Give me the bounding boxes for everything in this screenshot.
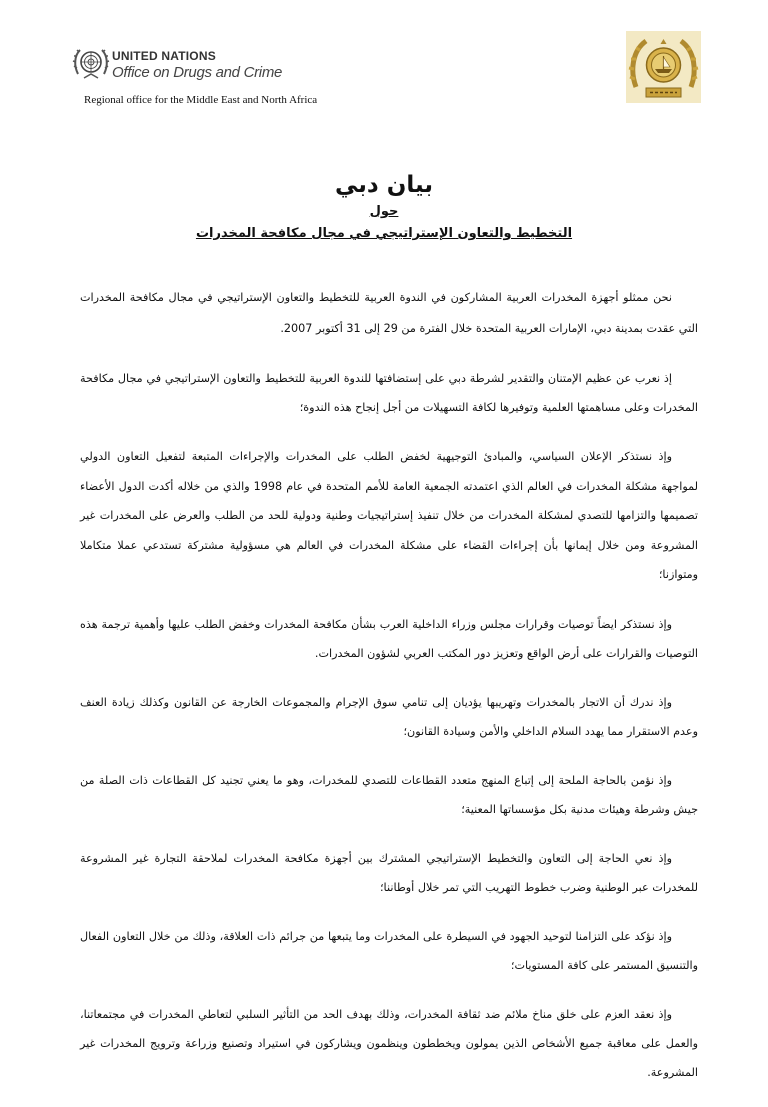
regional-office-line: Regional office for the Middle East and North Africa (84, 94, 318, 106)
paragraph-5: وإذ ندرك أن الاتجار بالمخدرات وتهريبها يؤديان إلى تنامي سوق الإجرام والمجموعات الخارجة عن القانون وكذلك زيادة العنف وعدم الاستقرار مما يهدد السلام الداخلي والأمن وسيادة القانون؛ (80, 695, 698, 738)
unodc-logo (72, 44, 322, 94)
document-subject: التخطيط والتعاون الإستراتيجي في مجال مكافحة المخدرات (195, 226, 573, 241)
paragraph-8: وإذ نؤكد على التزامنا لتوحيد الجهود في السيطرة على المخدرات وما يتبعها من جرائم ذات العلاقة، وذلك من خلال التعاون الفعال والتنسيق المستمر على كافة المستويات؛ (80, 929, 698, 972)
dubai-police-emblem-icon (626, 31, 701, 103)
document-title: بيان دبي (334, 172, 433, 198)
paragraph-2: إذ نعرب عن عظيم الإمتنان والتقدير لشرطة دبي على إستضافتها للندوة العربية للتخطيط والتعاون الإستراتيجي في مجال مكافحة المخدرات وعلى مساهمتها العلمية وتوفيرها لكافة التسهيلات من أجل إنجاح هذه الندوة؛ (80, 372, 698, 414)
title-about: حول (369, 204, 399, 219)
document-body (80, 282, 698, 1107)
paragraph-4: وإذ نستذكر ايضاً توصيات وقرارات مجلس وزراء الداخلية العرب بشأن مكافحة المخدرات وخفض الطلب عليها وأهمية ترجمة هذه التوصيات والقرارات على أرض الواقع وتعزيز دور المكتب العربي لشؤون المخدرات. (80, 617, 698, 660)
title-block (60, 168, 708, 246)
un-emblem-icon (72, 44, 110, 82)
paragraph-3: وإذ نستذكر الإعلان السياسي، والمبادئ التوجيهية لخفض الطلب على المخدرات والإجراءات المتبعة لتفعيل التعاون الدولي لمواجهة مشكلة المخدرات في العالم الذي اعتمدته الجمعية العامة للأمم المتحدة في عام 1998 والذي من خلاله أكدت الدول الأعضاء تصميمها والتزامها للتصدي لمشكلة المخدرات من خلال تنفيذ إستراتيجيات وطنية ودولية للحد من الطلب والعرض على المخدرات غير المشروعة ومن خلال إيمانها بأن إجراءات القضاء على مشكلة المخدرات في العالم هي مسؤولية مشتركة تستدعي عملا متكاملا ومتوازنا؛ (80, 450, 699, 581)
paragraph-6: وإذ نؤمن بالحاجة الملحة إلى إتباع المنهج متعدد القطاعات للتصدي للمخدرات، وهو ما يعني تجنيد كل القطاعات ذات الصلة من جيش وشرطة وهيئات مدنية بكل مؤسساتها المعنية؛ (80, 773, 698, 816)
paragraph-7: وإذ نعي الحاجة إلى التعاون والتخطيط الإستراتيجي المشترك بين أجهزة مكافحة المخدرات لملاحقة التجارة غير المشروعة للمخدرات عبر الوطنية وضرب خطوط التهريب التي تمر خلال أوطاننا؛ (80, 851, 698, 894)
paragraph-1: نحن ممثلو أجهزة المخدرات العربية المشاركون في الندوة العربية للتخطيط والتعاون الإستراتيجي في مجال مكافحة المخدرات التي عقدت بمدينة دبي، الإمارات العربية المتحدة خلال الفترة من 29 إلى 31 أكتوبر 2007. (80, 291, 698, 335)
un-name: UNITED NATIONS (112, 49, 216, 63)
paragraph-9: وإذ نعقد العزم على خلق مناخ ملائم ضد ثقافة المخدرات، وذلك بهدف الحد من التأثير السلبي لتعاطي المخدرات في مجتمعاتنا، والعمل على معاقبة جميع الأشخاص الذين يمولون ويخططون وينظمون ويشاركون في استيراد وتصنيع وزراعة وترويج المخدرات غير المشروعة. (80, 1007, 698, 1079)
unodc-name: Office on Drugs and Crime (112, 64, 283, 81)
